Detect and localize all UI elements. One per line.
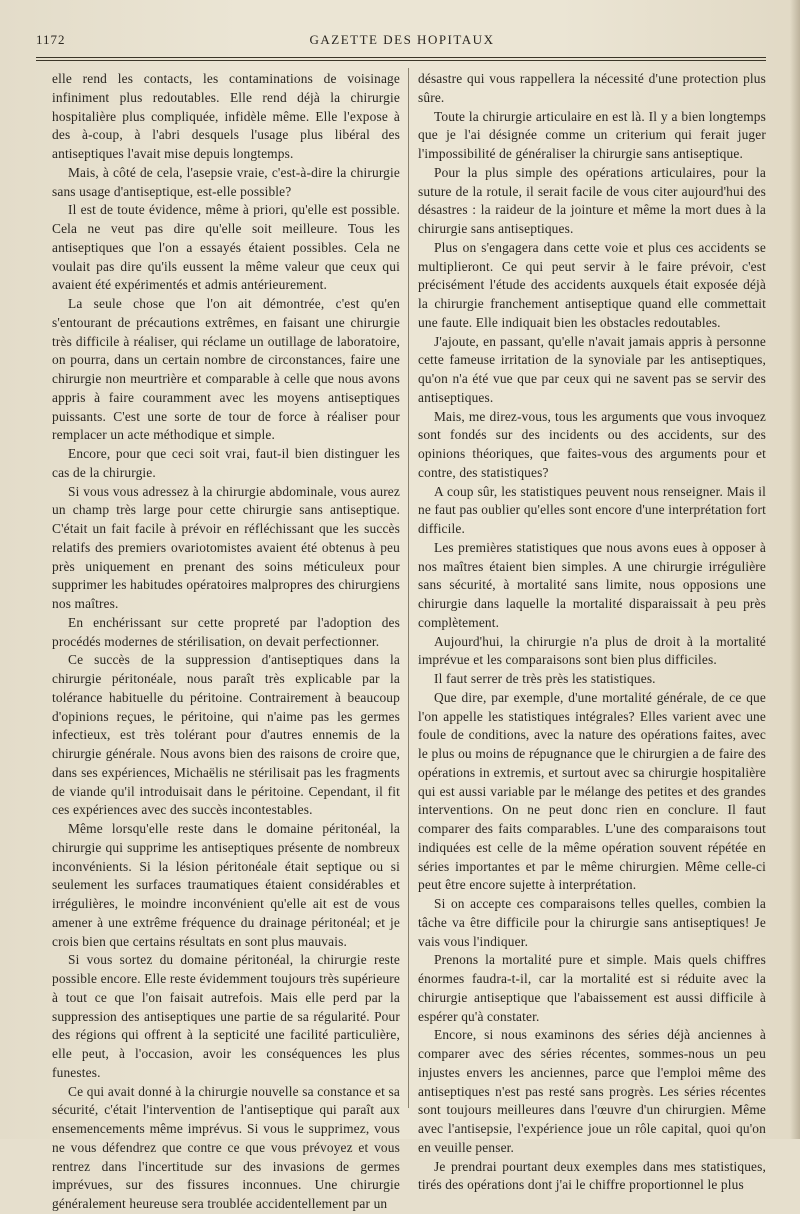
page-header	[36, 32, 768, 52]
left-column	[52, 70, 400, 1214]
paragraph: J'ajoute, en passant, qu'elle n'avait jamais appris à personne cette fameuse irritation de la synoviale par les antiseptiques, qu'on n'a été vue que par ceux qui ne savent pas se servir des antiseptiques.	[418, 333, 766, 405]
paragraph: Il est de toute évidence, même à priori, qu'elle est possible. Cela ne veut pas dire qu'elle soit meilleure. Tous les antiseptiques que l'on a essayés étaient possibles. Cela ne voulait pas dire qu'ils eussent la même valeur que ceux qui avaient été expérimentés et admis antérieurement.	[52, 202, 400, 293]
paragraph: Ce qui avait donné à la chirurgie nouvelle sa constance et sa sécurité, c'était l'intervention de l'antiseptique qui paraît aux ensemencements même imprévus. Si vous le supprimez, vous ne vous défendrez que contre ce que vous prévoyez et vous rentrez dans l'incertitude sur des invasions de germes imprévues, sur des fissures inconnues. Une chirurgie généralement heureuse sera troublée accidentellement par un	[52, 1083, 400, 1211]
paragraph: Même lorsqu'elle reste dans le domaine péritonéal, la chirurgie qui supprime les antiseptiques présente de nombreux inconvénients. Si la lésion péritonéale était septique ou si seulement les surfaces traumatiques étaient considérables et irrégulières, le moindre inconvénient qu'elle ait est de vous amener à une extrême fréquence du drainage péritonéal; et je crois bien que certains résultats en sont plus mauvais.	[52, 821, 400, 949]
header-rule-bottom	[36, 60, 766, 61]
page-edge-shadow	[790, 0, 800, 1139]
paragraph: Mais, me direz-vous, tous les arguments que vous invoquez sont fondés sur des incidents ou des accidents, sur des opinions théoriques, que faites-vous des arguments pour et contre, des statistiques?	[418, 408, 766, 480]
paragraph: Si on accepte ces comparaisons telles quelles, combien la tâche va être difficile pour la chirurgie sans antiseptiques! Je vais vous l'indiquer.	[418, 896, 766, 949]
paragraph: Encore, si nous examinons des séries déjà anciennes à comparer avec des séries récentes, sommes-nous un peu injustes envers les anciennes, parce que l'emploi même des antiseptiques n'est pas resté sans progrès. Les séries récentes sont toujours meilleures dans l'œuvre d'un chirurgien. Même avec l'antisepsie, l'expérience joue un rôle capital, quoi qu'on en veuille penser.	[418, 1027, 766, 1155]
paragraph: Les premières statistiques que nous avons eues à opposer à nos maîtres étaient bien simples. A une chirurgie irrégulière sans sécurité, à mortalité sans limite, nous opposions une chirurgie dans laquelle la mortalité disparaissait à peu près complètement.	[418, 539, 766, 630]
paragraph: Ce succès de la suppression d'antiseptiques dans la chirurgie péritonéale, nous paraît très explicable par la tolérance habituelle du péritoine. Contrairement à beaucoup d'opinions reçues, le péritoine, qui n'aime pas les germes infectieux, est très tolérant pour d'autres ennemis de la chirurgie générale. Nous avons bien des raisons de croire que, dans ses expériences, Michaëlis ne stérilisait pas les fragments de viande qu'il introduisait dans le péritoine. Cependant, il fit ces expériences avec des succès incontestables.	[52, 652, 400, 818]
paragraph: Il faut serrer de très près les statistiques.	[434, 671, 656, 686]
paragraph: A coup sûr, les statistiques peuvent nous renseigner. Mais il ne faut pas oublier qu'elles sont encore d'une interprétation fort difficile.	[418, 483, 766, 536]
header-rule-top	[36, 57, 766, 58]
journal-title: GAZETTE DES HOPITAUX	[309, 32, 495, 47]
paragraph: Encore, pour que ceci soit vrai, faut-il bien distinguer les cas de la chirurgie.	[52, 446, 400, 480]
paragraph: Si vous sortez du domaine péritonéal, la chirurgie reste possible encore. Elle reste évidemment toujours très supérieure à tout ce que l'on faisait autrefois. Mais elle perd par la suppression des antiseptiques une partie de sa régularité. Pour des régions qui offrent à la septicité une facilité particulière, elle peut, à l'occasion, avoir les conséquences les plus funestes.	[52, 952, 400, 1080]
paragraph: Je prendrai pourtant deux exemples dans mes statistiques, tirés des opérations dont j'ai le chiffre proportionnel le plus	[418, 1158, 766, 1193]
paragraph: En enchérissant sur cette propreté par l'adoption des procédés modernes de stérilisation, on devait perfectionner.	[52, 614, 400, 649]
paragraph: La seule chose que l'on ait démontrée, c'est qu'en s'entourant de précautions extrêmes, en faisant une chirurgie très difficile à réaliser, qui réclame un outillage de laboratoire, on pourra, dans un certain nombre de circonstances, faire une chirurgie non meurtrière et comparable à celle que nous avons appris à faire couramment avec les moyens antiseptiques puissants. C'est une sorte de tour de force à réaliser pour remplacer un acte méthodique et simple.	[52, 296, 400, 443]
paragraph: Toute la chirurgie articulaire en est là. Il y a bien longtemps que je l'ai désignée comme un criterium qui ferait juger l'impossibilité de généraliser la chirurgie sans antiseptique.	[418, 108, 766, 161]
paragraph: Prenons la mortalité pure et simple. Mais quels chiffres énormes faudra-t-il, car la mortalité est si réduite avec la chirurgie antiseptique que l'abaissement est aussi difficile à espérer qu'à constater.	[418, 952, 766, 1024]
paragraph: désastre qui vous rappellera la nécessité d'une protection plus sûre.	[418, 71, 766, 105]
paragraph: Mais, à côté de cela, l'asepsie vraie, c'est-à-dire la chirurgie sans usage d'antiseptique, est-elle possible?	[52, 164, 400, 199]
paragraph: elle rend les contacts, les contaminations de voisinage infiniment plus redoutables. Elle rend déjà la chirurgie hospitalière plus compliquée, infidèle même. Elle l'expose à des à-coup, à l'abri desquels l'usage plus libéral des antiseptiques l'avait mise depuis longtemps.	[52, 71, 400, 161]
paragraph: Si vous vous adressez à la chirurgie abdominale, vous aurez un champ très large pour cette chirurgie sans antiseptique. C'était un fait facile à prévoir en réfléchissant que les succès relatifs des premiers ovariotomistes avaient été obtenus à peu près uniquement en prenant des soins méticuleux pour supprimer les habitudes opératoires malpropres des chirurgiens nos maîtres.	[52, 483, 400, 611]
column-divider	[408, 68, 409, 1108]
right-column	[418, 70, 766, 1195]
paragraph: Pour la plus simple des opérations articulaires, pour la suture de la rotule, il serait facile de vous citer aujourd'hui des désastres : la raideur de la jointure et même la mort dues à la chirurgie sans antiseptiques.	[418, 164, 766, 236]
paragraph: Que dire, par exemple, d'une mortalité générale, de ce que l'on appelle les statistiques intégrales? Elles varient avec une foule de conditions, avec la nature des opérations faites, avec le plus ou moins de répugnance que le chirurgien a de faire des opérations in extremis, et surtout avec sa chirurgie hospitalière qui est aussi variable par le mélange des petites et des grandes interventions. On ne peut donc rien en conclure. Il faut comparer des faits comparables. L'une des comparaisons tout indiquées est celle de la même opération souvent répétée en séries importantes et par le même chirurgien. Même celle-ci peut être encore sujette à interprétation.	[418, 689, 766, 893]
paragraph: Aujourd'hui, la chirurgie n'a plus de droit à la mortalité imprévue et les comparaisons sont bien plus difficiles.	[418, 633, 766, 668]
page-number: 1172	[36, 32, 66, 47]
paragraph: Plus on s'engagera dans cette voie et plus ces accidents se multiplieront. Ce qui peut servir à le faire prévoir, c'est précisément l'étude des accidents auxquels était exposée déjà la chirurgie franchement antiseptique quand elle commettait une faute. Elle indiquait bien les obstacles redoutables.	[418, 239, 766, 330]
